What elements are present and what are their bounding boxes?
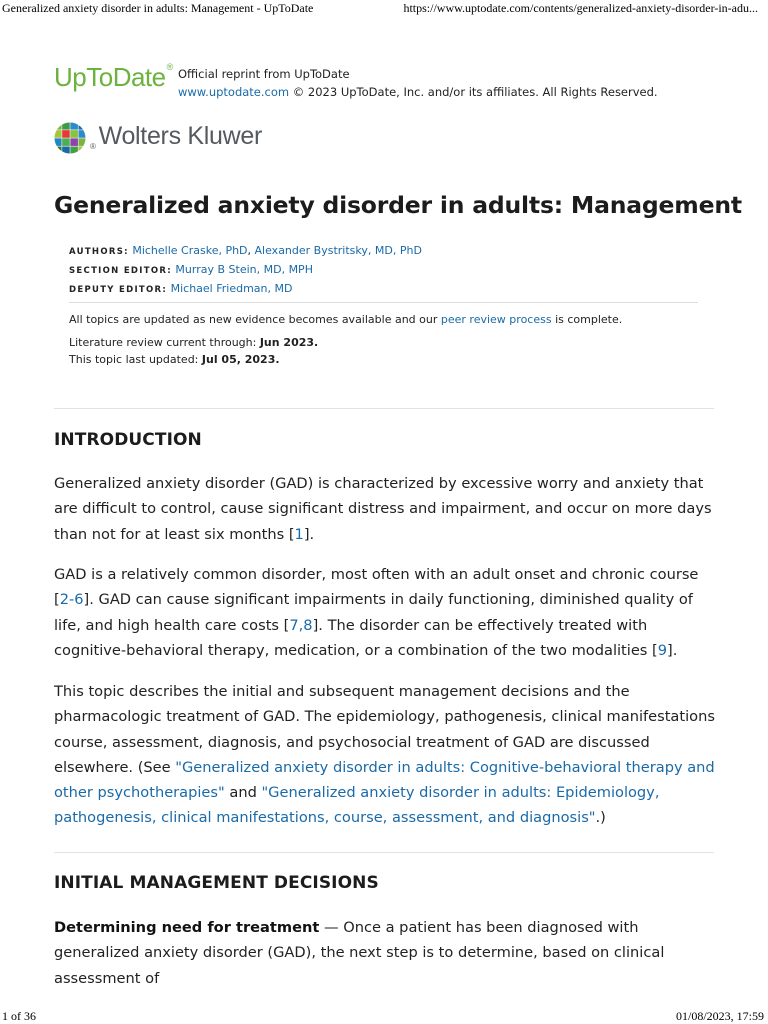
author-link-bystritsky[interactable]: Alexander Bystritsky, MD, PhD [254, 244, 422, 257]
update-note-pre: All topics are updated as new evidence becomes available and our [69, 313, 441, 326]
lit-review-label: Literature review current through: [69, 336, 260, 349]
reference-link-9[interactable]: 9 [657, 641, 668, 659]
deputy-editor-link[interactable]: Michael Friedman, MD [170, 282, 293, 295]
print-header-url: https://www.uptodate.com/contents/generalized-anxiety-disorder-in-adu... [403, 1, 758, 15]
intro-p1-end: ]. [303, 525, 315, 543]
section-divider [54, 408, 714, 409]
intro-paragraph-1 [54, 471, 722, 547]
intro-p3-c: .) [595, 809, 606, 827]
initial-management-paragraph [54, 915, 722, 991]
author-link-craske[interactable]: Michelle Craske, PhD [132, 244, 248, 257]
reference-link-7-8[interactable]: 7,8 [289, 616, 313, 634]
cbt-topic-link[interactable]: "Generalized anxiety disorder in adults: Cognitive-behavioral therapy and other psychotherapies" [54, 758, 715, 802]
lit-review-value: Jun 2023. [259, 336, 319, 349]
update-note [69, 311, 622, 328]
print-header-title: Generalized anxiety disorder in adults: Management - UpToDate [2, 1, 314, 15]
last-updated-value: Jul 05, 2023. [201, 353, 280, 366]
authors-row [69, 242, 422, 261]
need-for-treatment-lead: Determining need for treatment [54, 919, 320, 936]
intro-p2-d: ]. [667, 641, 678, 659]
intro-p2-a: GAD is a relatively common disorder, most often with an adult onset and chronic course [ [54, 566, 699, 609]
uptodate-logo [54, 62, 173, 93]
publisher-mark: ® [90, 142, 96, 151]
intro-p2-c: ]. The disorder can be effectively treated with cognitive-behavioral therapy, medication, or a combination of the two modalities [ [54, 616, 658, 659]
reprint-notice [178, 65, 658, 101]
reference-link-1[interactable]: 1 [294, 525, 304, 543]
section-editor-row [69, 261, 422, 280]
intro-p2-b: ]. GAD can cause significant impairments in daily functioning, diminished quality of life, and high health care costs [ [54, 591, 693, 634]
initial-management-text: — Once a patient has been diagnosed with generalized anxiety disorder (GAD), the next step is to determine, based on clinical assessment of [54, 919, 665, 987]
peer-review-link[interactable]: peer review process [440, 313, 552, 326]
authors-label: AUTHORS: [69, 247, 129, 257]
author-separator: , [247, 244, 255, 257]
epidemiology-topic-link[interactable]: "Generalized anxiety disorder in adults: Epidemiology, pathogenesis, clinical manifestations, course, assessment, and diagnosis" [54, 784, 660, 827]
intro-p1-text: Generalized anxiety disorder (GAD) is characterized by excessive worry and anxiety that are difficult to control, cause significant distress and impairment, and occur on more days than not for at least six months [ [54, 475, 712, 543]
reprint-line-1: Official reprint from UpToDate [178, 67, 350, 81]
article-meta [69, 242, 422, 299]
print-header [0, 0, 768, 18]
section-editor-link[interactable]: Murray B Stein, MD, MPH [175, 263, 313, 276]
wolters-kluwer-logo [54, 120, 354, 156]
uptodate-site-link[interactable]: www.uptodate.com [178, 85, 290, 99]
copyright-text: © 2023 UpToDate, Inc. and/or its affiliates. All Rights Reserved. [289, 85, 658, 99]
uptodate-logo-mark: ® [166, 62, 173, 72]
print-datetime: 01/08/2023, 17:59 [675, 1009, 764, 1023]
wolters-kluwer-wordmark [90, 122, 262, 151]
intro-paragraph-2 [54, 562, 722, 663]
introduction-heading: INTRODUCTION [54, 430, 202, 450]
last-updated-line [69, 351, 622, 368]
intro-paragraph-3 [54, 679, 722, 831]
deputy-editor-row [69, 280, 422, 299]
reference-link-2-6[interactable]: 2-6 [59, 591, 84, 609]
print-footer [0, 1008, 768, 1024]
wolters-kluwer-globe-icon [54, 122, 86, 154]
last-updated-label: This topic last updated: [69, 353, 202, 366]
brand-row [54, 60, 734, 100]
intro-p3-b: and [224, 784, 262, 802]
lit-review-line [69, 334, 622, 351]
section-divider [54, 852, 714, 853]
meta-divider [69, 302, 698, 303]
update-note-post: is complete. [551, 313, 623, 326]
initial-management-heading: INITIAL MANAGEMENT DECISIONS [54, 873, 379, 893]
intro-p3-a: This topic describes the initial and subsequent management decisions and the pharmacologic treatment of GAD. The epidemiology, pathogenesis, clinical manifestations course, assessment, diagnosis, and psychosocial treatment of GAD are discussed elsewhere. (See [54, 683, 715, 776]
publisher-name: Wolters Kluwer [98, 122, 263, 150]
page-title: Generalized anxiety disorder in adults: Management [54, 191, 742, 219]
uptodate-logo-text: UpToDate [54, 62, 166, 92]
page-number: 1 of 36 [2, 1009, 36, 1023]
deputy-editor-label: DEPUTY EDITOR: [69, 285, 168, 295]
section-editor-label: SECTION EDITOR: [69, 266, 172, 276]
reprint-line-2 [178, 83, 658, 101]
update-info [69, 311, 622, 368]
